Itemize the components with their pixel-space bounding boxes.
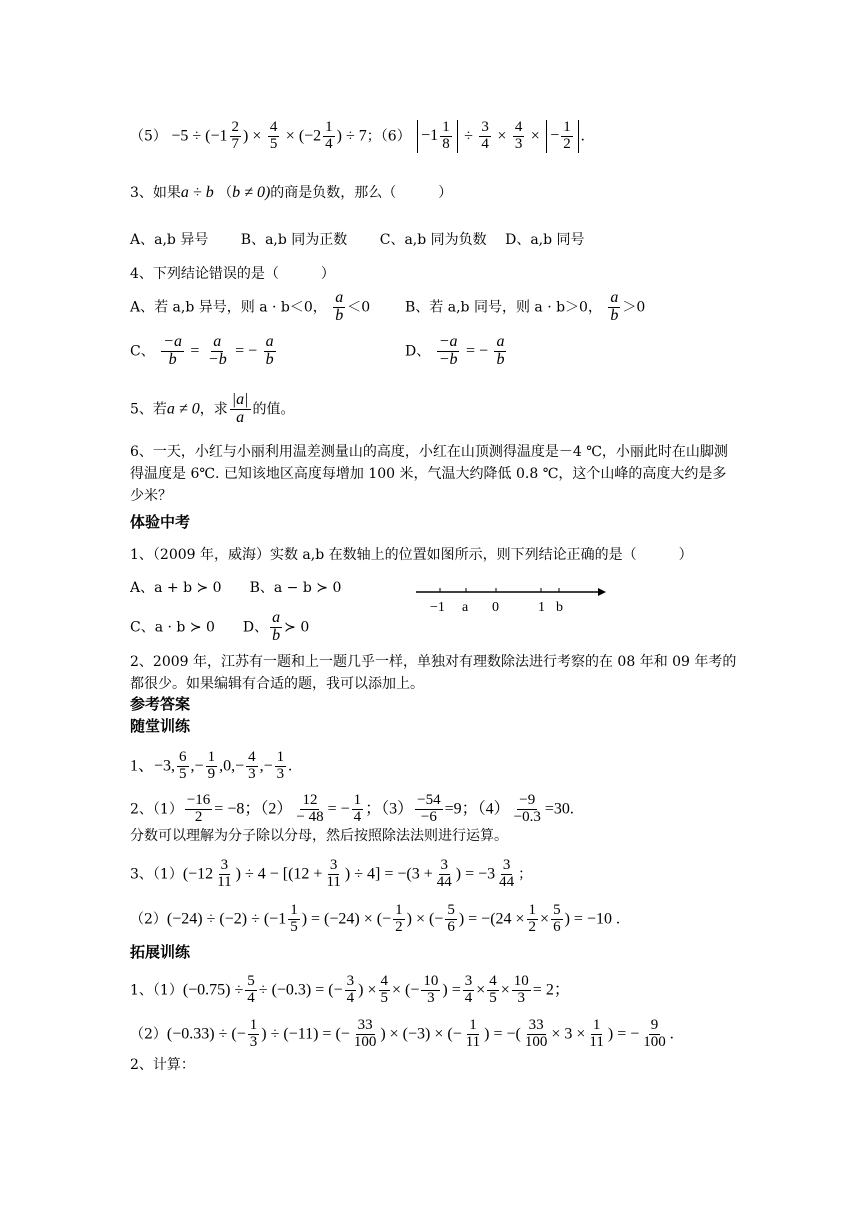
question-6: 6、一天，小红与小丽利用温差测量山的高度，小红在山顶测得温度是－4 ℃，小丽此时在山脚测得温度是 6℃. 已知该地区高度每增加 100 米，气温大约降低 0.8 ℃，这个山峰的高度大约是多少米？	[130, 444, 728, 504]
exam-q1-options-cd: C、a · b ≻ 0 D、 $\frac{a}{b}$ ≻ 0	[130, 609, 310, 644]
question-4-option-c: C、 $\frac{-a}{b}$ = $\frac{a}{-b}$ = − $\frac{a}{b}$	[130, 333, 274, 368]
extension-answer-1-part-1: 1、（1）(−0.75) ÷ $\frac{5}{4}$ ÷ (−0.3) = (− $\frac{3}{4}$ ) × $\frac{4}{5}$ × (− $\frac{10}{3}$ ) = $\frac{3}{4}$ × $\frac{4}{5}$ × $\frac{10}{3}$ = 2；	[130, 973, 570, 1006]
question-4-option-d: D、 $\frac{-a}{-b}$ = − $\frac{a}{b}$	[405, 333, 505, 368]
problem-5-6-line: （5） −5 ÷ (−1 $\frac{2}{7}$ ) × $\frac{4}{5}$ × (−2 $\frac{1}{4}$ ) ÷ 7；（6） −1 $\frac{1}{8}$ ÷ $\frac{3}{4}$ × $\frac{4}{3}$ × − $\frac{1}{2}$ .	[130, 119, 585, 152]
answer-1: 1、−3, $\frac{6}{5}$ ,− $\frac{1}{9}$ ,0,− $\frac{4}{3}$ ,− $\frac{1}{3}$ .	[130, 749, 293, 782]
option-a: A、a,b 异号	[130, 232, 209, 248]
exam-question-1: 1、（2009 年，威海）实数 a,b 在数轴上的位置如图所示，则下列结论正确的是（ ）	[130, 547, 693, 563]
question-4-option-a: A、若 a,b 异号，则 a · b＜0， $\frac{a}{b}$ ＜0	[130, 289, 371, 324]
number-line-diagram	[412, 583, 612, 617]
fraction: $\frac{4}{5}$	[269, 119, 278, 152]
tick-label: b	[556, 600, 563, 615]
tick-label: a	[462, 600, 469, 615]
tick-label: −1	[430, 600, 445, 615]
absolute-value: − $\frac{1}{2}$	[546, 120, 579, 153]
tick-label: 1	[538, 600, 545, 615]
question-4-option-b: B、若 a,b 同号，则 a · b＞0， $\frac{a}{b}$ ＞0	[405, 289, 646, 324]
problem-5-label: （5）	[130, 128, 167, 145]
extension-answer-2: 2、计算：	[130, 1057, 195, 1073]
section-heading-exam: 体验中考	[130, 513, 191, 531]
answer-3-part-2: （2）(−24) ÷ (−2) ÷ (−1 $\frac{1}{5}$ ) = (−24) × (− $\frac{1}{2}$ ) × (− $\frac{5}{6}$ ) = −(24 × $\frac{1}{2}$ × $\frac{5}{6}$ ) = −10 .	[130, 902, 620, 935]
answers-sub-heading-1: 随堂训练	[130, 717, 191, 735]
fraction: $\frac{4}{3}$	[514, 119, 523, 152]
answers-heading: 参考答案	[130, 695, 191, 713]
answer-2-note: 分数可以理解为分子除以分母，然后按照除法法则进行运算。	[130, 828, 508, 844]
tick-label: 0	[492, 600, 499, 615]
answer-2: 2、（1） $\frac{-16}{2}$ = −8；（2） $\frac{12}{- 48}$ = − $\frac{1}{4}$ ；（3） $\frac{-54}{-6}$ =9；（4） $\frac{-9}{-0.3}$ =30.	[130, 792, 574, 825]
problem-6-label: （6）	[380, 128, 411, 145]
fraction: $\frac{1}{4}$	[325, 119, 333, 152]
question-3-options	[130, 230, 585, 250]
option-d: D、a,b 同号	[505, 232, 585, 248]
option-b: B、a,b 同为正数	[240, 232, 348, 248]
question-5: 5、若a ≠ 0，求 $\frac{|a|}{a}$ 的值。	[130, 391, 295, 426]
answer-3-part-1: 3、（1）(−12 $\frac{3}{11}$ ) ÷ 4 − [(12 + $\frac{3}{11}$ ) ÷ 4] = −(3 + $\frac{3}{44}$ ) = −3 $\frac{3}{44}$ ；	[130, 857, 533, 890]
exam-q1-options-ab: A、a + b ≻ 0 B、a − b ≻ 0	[130, 580, 342, 596]
absolute-value: −1 $\frac{1}{8}$	[417, 120, 458, 153]
arrow-head-icon	[598, 588, 606, 596]
fraction: $\frac{2}{7}$	[231, 119, 240, 152]
fraction: $\frac{3}{4}$	[481, 119, 489, 152]
question-4-title: 4、下列结论错误的是（ ）	[130, 266, 335, 282]
extension-answer-1-part-2: （2）(−0.33) ÷ (− $\frac{1}{3}$ ) ÷ (−11) = (− $\frac{33}{100}$ ) × (−3) × (− $\frac{1}{11}$ ) = −( $\frac{33}{100}$ × 3 × $\frac{1}{11}$ ) = − $\frac{9}{100}$ .	[130, 1017, 674, 1050]
question-3: 3、如果a ÷ b （b ≠ 0)的商是负数，那么（ ）	[130, 184, 453, 201]
exam-question-2: 2、2009 年，江苏有一题和上一题几乎一样，单独对有理数除法进行考察的在 08 年和 09 年考的都很少。如果编辑有合适的题，我可以添加上。	[130, 654, 737, 692]
answers-sub-heading-2: 拓展训练	[130, 943, 191, 961]
option-c: C、a,b 同为负数	[379, 232, 487, 248]
